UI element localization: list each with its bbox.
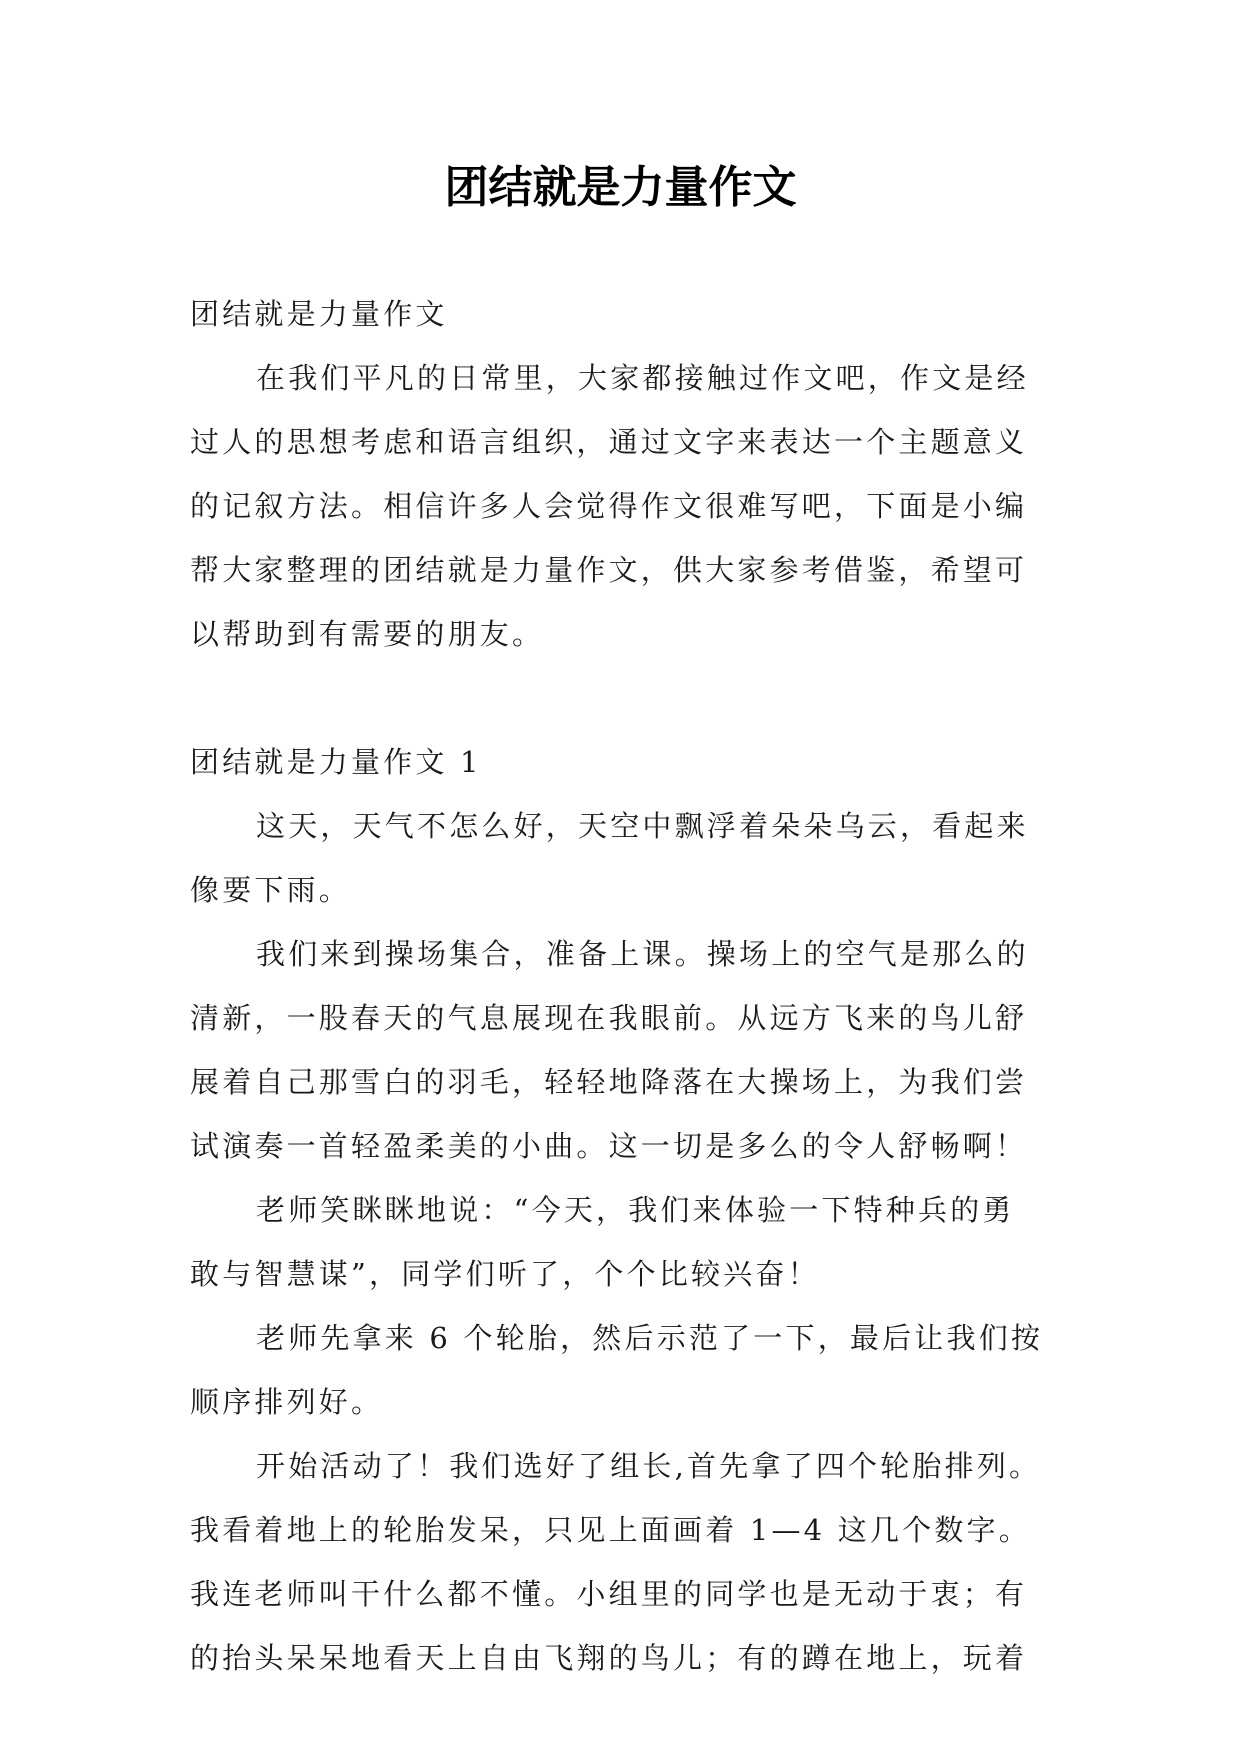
paragraph-line: 在我们平凡的日常里，大家都接触过作文吧，作文是经 <box>256 361 1029 395</box>
paragraph-gap <box>190 666 1052 730</box>
paragraph-line: 过人的思想考虑和语言组织，通过文字来表达一个主题意义 <box>190 425 1028 459</box>
paragraph-line: 清新，一股春天的气息展现在我眼前。从远方飞来的鸟儿舒 <box>190 1001 1028 1035</box>
document-body <box>190 282 1052 1690</box>
paragraph-line: 这天，天气不怎么好，天空中飘浮着朵朵乌云，看起来 <box>256 809 1029 843</box>
paragraph-line: 的记叙方法。相信许多人会觉得作文很难写吧，下面是小编 <box>190 489 1028 523</box>
paragraph-line: 试演奏一首轻盈柔美的小曲。这一切是多么的令人舒畅啊！ <box>190 1129 1028 1163</box>
document-title: 团结就是力量作文 <box>444 162 797 213</box>
paragraph-line: 老师笑眯眯地说：“今天，我们来体验一下特种兵的勇 <box>256 1193 1015 1227</box>
paragraph-line: 像要下雨。 <box>190 873 352 907</box>
paragraph-line: 展着自己那雪白的羽毛，轻轻地降落在大操场上，为我们尝 <box>190 1065 1028 1099</box>
section-heading: 团结就是力量作文 <box>190 297 448 331</box>
paragraph-line: 的抬头呆呆地看天上自由飞翔的鸟儿；有的蹲在地上，玩着 <box>190 1641 1028 1675</box>
paragraph-line: 我看着地上的轮胎发呆，只见上面画着 1—4 这几个数字。 <box>190 1513 1031 1547</box>
paragraph-line: 老师先拿来 6 个轮胎，然后示范了一下，最后让我们按 <box>256 1321 1044 1355</box>
paragraph-line: 开始活动了！我们选好了组长,首先拿了四个轮胎排列。 <box>256 1449 1042 1483</box>
paragraph-line: 我们来到操场集合，准备上课。操场上的空气是那么的 <box>256 937 1029 971</box>
paragraph-line: 以帮助到有需要的朋友。 <box>190 617 545 651</box>
section-heading: 团结就是力量作文 1 <box>190 745 482 779</box>
paragraph-line: 顺序排列好。 <box>190 1385 384 1419</box>
paragraph-line: 我连老师叫干什么都不懂。小组里的同学也是无动于衷；有 <box>190 1577 1028 1611</box>
paragraph-line: 帮大家整理的团结就是力量作文，供大家参考借鉴，希望可 <box>190 553 1028 587</box>
paragraph-line: 敢与智慧谋”，同学们听了，个个比较兴奋！ <box>190 1257 820 1291</box>
